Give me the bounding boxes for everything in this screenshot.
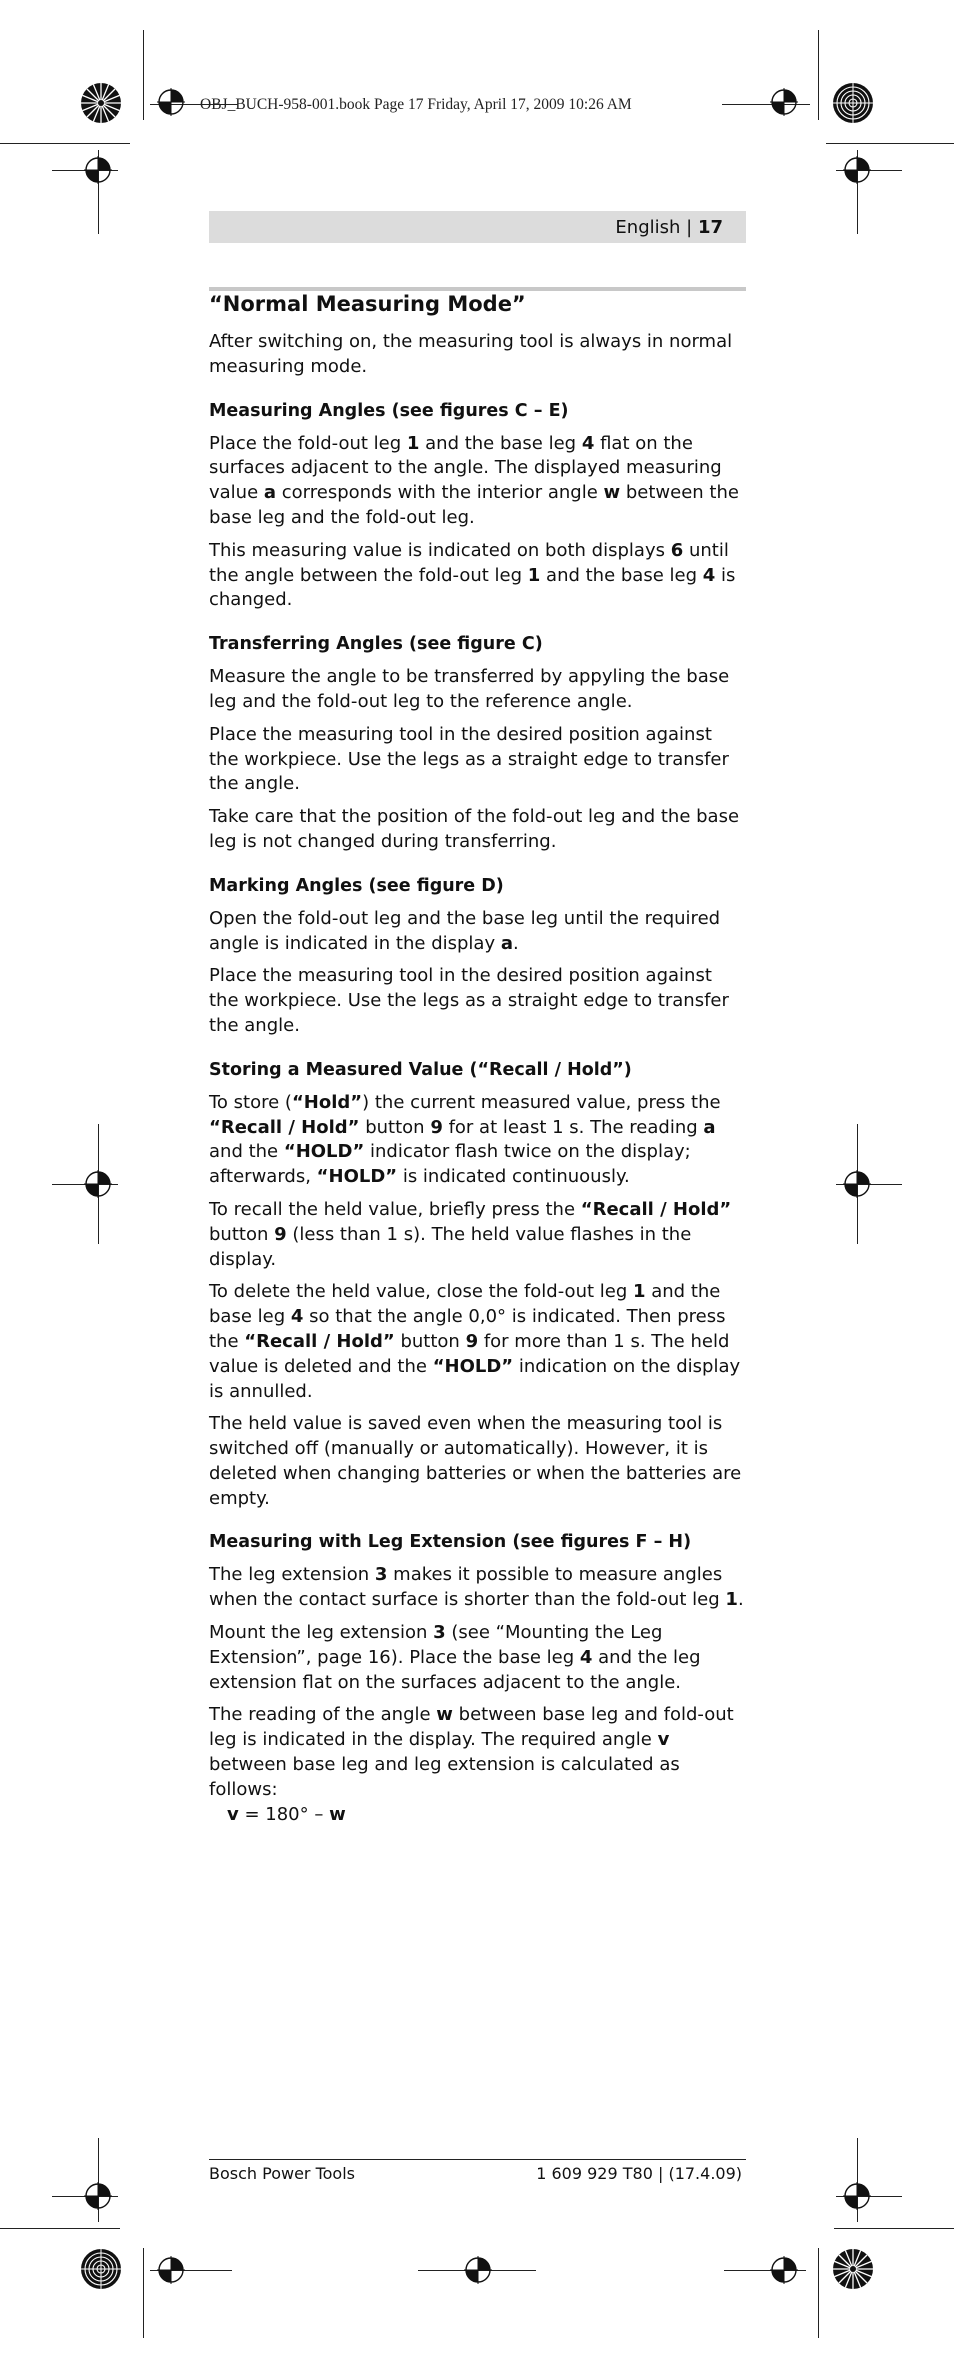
paragraph: To recall the held value, briefly press the “Recall / Hold” button 9 (less than 1 s). The held value flashes in the display.	[209, 1198, 732, 1270]
crop-line	[0, 143, 130, 144]
registration-target-icon	[84, 156, 112, 184]
registration-target-icon	[84, 2182, 112, 2210]
header-text	[615, 217, 723, 238]
paragraph: Place the measuring tool in the desired position against the workpiece. Use the legs as a straight edge to transfer the angle.	[209, 723, 729, 795]
page-header	[209, 211, 746, 243]
paragraph: Measure the angle to be transferred by appyling the base leg and the fold-out leg to the reference angle.	[209, 666, 730, 712]
paragraph: Open the fold-out leg and the base leg until the required angle is indicated in the display a.	[209, 907, 721, 954]
crop-line	[0, 2228, 120, 2229]
paragraph: Mount the leg extension 3 (see “Mounting the Leg Extension”, page 16). Place the base leg 4 and the leg extension flat on the surfaces adjacent to the angle.	[209, 1622, 701, 1693]
color-target-icon	[832, 2248, 874, 2290]
formula: v = 180° – w	[227, 1803, 346, 1825]
color-target-icon	[80, 2248, 122, 2290]
registration-target-icon	[770, 2256, 798, 2284]
paragraph: The held value is saved even when the measuring tool is switched off (manually or automatically). However, it is deleted when changing batteries or when the batteries are empty.	[209, 1413, 742, 1509]
heading-marking-angles: Marking Angles (see figure D)	[209, 875, 504, 896]
heading-transferring-angles: Transferring Angles (see figure C)	[209, 634, 543, 655]
registration-target-icon	[84, 1170, 112, 1198]
registration-target-icon	[843, 156, 871, 184]
crop-line	[826, 143, 954, 144]
footer-publisher: Bosch Power Tools	[209, 2164, 355, 2183]
paragraph: To store (“Hold”) the current measured value, press the “Recall / Hold” button 9 for at least 1 s. The reading a and the “HOLD” indicator flash twice on the display; afterwards, “HOLD” is indicated continuously.	[209, 1091, 721, 1188]
heading-measuring-angles: Measuring Angles (see figures C – E)	[209, 400, 569, 421]
registration-target-icon	[843, 2182, 871, 2210]
paragraph: The leg extension 3 makes it possible to measure angles when the contact surface is shorter than the fold-out leg 1.	[209, 1564, 744, 1611]
registration-target-icon	[843, 1170, 871, 1198]
crop-line	[818, 30, 819, 120]
book-info-line: OBJ_BUCH-958-001.book Page 17 Friday, April 17, 2009 10:26 AM	[200, 96, 632, 113]
crop-line	[818, 2248, 819, 2338]
registration-target-icon	[770, 88, 798, 116]
paragraph: Place the fold-out leg 1 and the base leg 4 flat on the surfaces adjacent to the angle. The displayed measuring value a corresponds with the interior angle w between the base leg and the fold-out leg.	[209, 432, 739, 528]
paragraph: Take care that the position of the fold-out leg and the base leg is not changed during transferring.	[209, 806, 740, 852]
crop-line	[143, 2248, 144, 2338]
color-target-icon	[80, 82, 122, 124]
main-content	[209, 290, 746, 1827]
section-title: “Normal Measuring Mode”	[209, 292, 526, 316]
footer-doc-number: 1 609 929 T80 | (17.4.09)	[536, 2164, 742, 2183]
registration-target-icon	[157, 2256, 185, 2284]
header-language: English	[615, 217, 681, 238]
page-number: 17	[697, 217, 723, 238]
paragraph: Place the measuring tool in the desired position against the workpiece. Use the legs as a straight edge to transfer the angle.	[209, 965, 729, 1036]
registration-target-icon	[464, 2256, 492, 2284]
paragraph: The reading of the angle w between base leg and fold-out leg is indicated in the display. The required angle v between base leg and leg extension is calculated as follows:	[209, 1704, 734, 1800]
registration-target-icon	[157, 88, 185, 116]
heading-storing-value: Storing a Measured Value (“Recall / Hold”)	[209, 1059, 632, 1080]
heading-leg-extension: Measuring with Leg Extension (see figures F – H)	[209, 1532, 692, 1553]
header-separator: |	[680, 217, 698, 238]
crop-line	[143, 30, 144, 120]
crop-line	[834, 2228, 954, 2229]
paragraph: This measuring value is indicated on both displays 6 until the angle between the fold-out leg 1 and the base leg 4 is changed.	[209, 539, 736, 611]
color-target-icon	[832, 82, 874, 124]
intro-paragraph: After switching on, the measuring tool is always in normal measuring mode.	[209, 331, 733, 377]
footer-rule	[209, 2159, 746, 2160]
paragraph: To delete the held value, close the fold-out leg 1 and the base leg 4 so that the angle 0,0° is indicated. Then press the “Recall / Hold” button 9 for more than 1 s. The held value is deleted and the “HOLD” indication on the display is annulled.	[209, 1281, 741, 1402]
